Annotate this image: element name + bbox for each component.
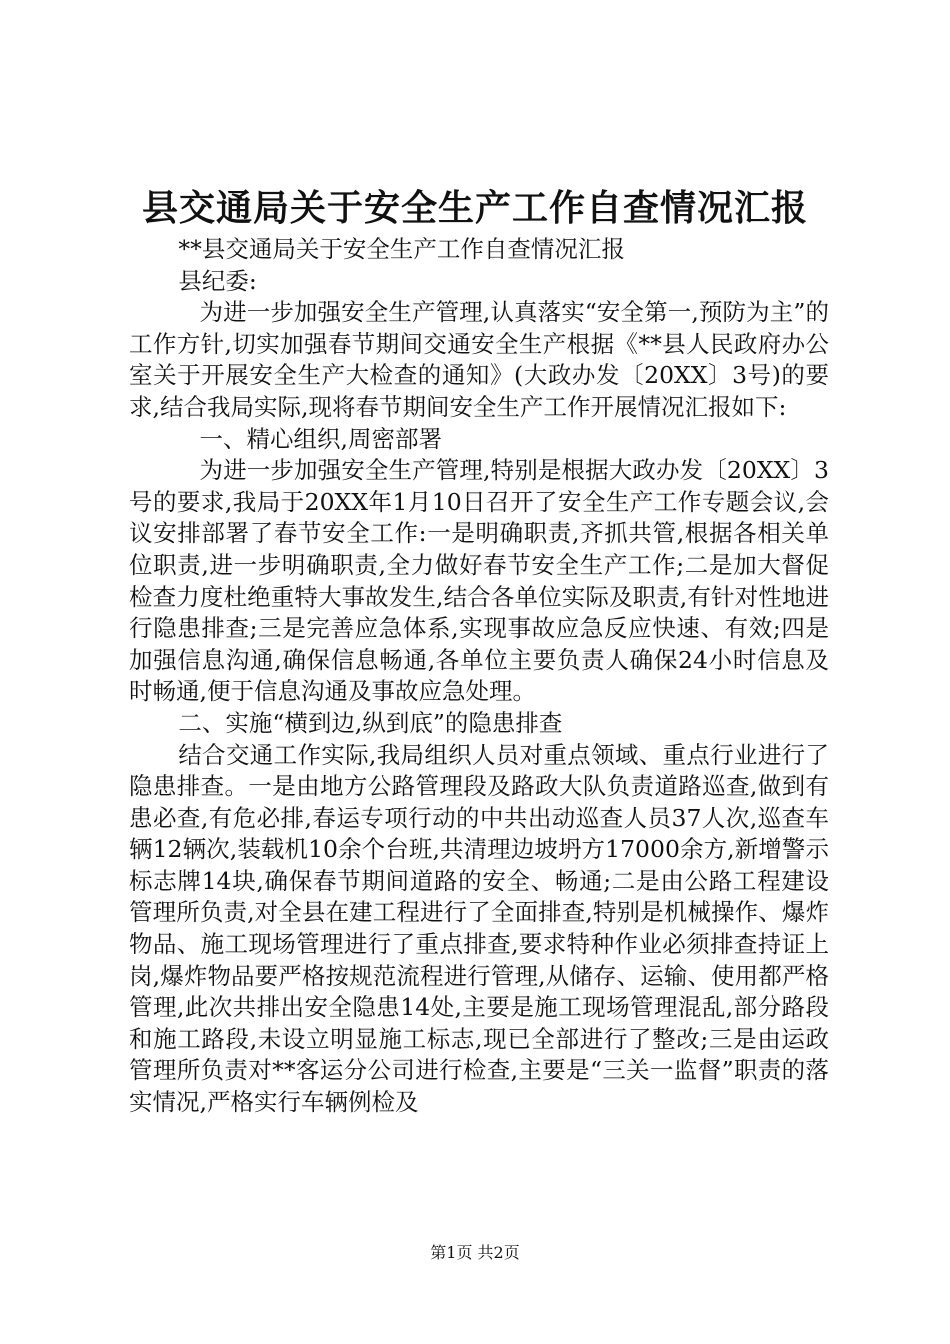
page-number-footer: 第1页 共2页	[430, 1243, 520, 1262]
paragraph-intro: 为进一步加强安全生产管理,认真落实“安全第一,预防为主”的工作方针,切实加强春节期间交通安全生产根据《**县人民政府办公室关于开展安全生产大检查的通知》(大政办发〔20XX〕3号)的要求,结合我局实际,现将春节期间安全生产工作开展情况汇报如下:	[129, 298, 829, 421]
section-heading-1: 一、精心组织,周密部署	[199, 424, 442, 453]
document-subtitle: **县交通局关于安全生产工作自查情况汇报	[178, 235, 625, 263]
document-body	[129, 234, 829, 1119]
paragraph-section-1: 为进一步加强安全生产管理,特别是根据大政办发〔20XX〕3号的要求,我局于20XX年1月10日召开了安全生产工作专题会议,会议安排部署了春节安全工作:一是明确职责,齐抓共管,根据各相关单位职责,进一步明确职责,全力做好春节安全生产工作;二是加大督促检查力度杜绝重特大事故发生,结合各单位实际及职责,有针对性地进行隐患排查;三是完善应急体系,实现事故应急反应快速、有效;四是加强信息沟通,确保信息畅通,各单位主要负责人确保24小时信息及时畅通,便于信息沟通及事故应急处理。	[129, 456, 829, 706]
paragraph-section-2: 结合交通工作实际,我局组织人员对重点领域、重点行业进行了隐患排查。一是由地方公路管理段及路政大队负责道路巡查,做到有患必查,有危必排,春运专项行动的中共出动巡查人员37人次,巡查车辆12辆次,装载机10余个台班,共清理边坡坍方17000余方,新增警示标志牌14块,确保春节期间道路的安全、畅通;二是由公路工程建设管理所负责,对全县在建工程进行了全面排查,特别是机械操作、爆炸物品、施工现场管理进行了重点排查,要求特种作业必须排查持证上岗,爆炸物品要严格按规范流程进行管理,从储存、运输、使用都严格管理,此次共排出安全隐患14处,主要是施工现场管理混乱,部分路段和施工路段,未设立明显施工标志,现已全部进行了整改;三是由运政管理所负责对**客运分公司进行检查,主要是“三关一监督”职责的落实情况,严格实行车辆例检及	[129, 740, 829, 1117]
section-heading-2: 二、实施“横到边,纵到底”的隐患排查	[178, 708, 563, 737]
salutation: 县纪委:	[178, 266, 257, 295]
document-title: 县交通局关于安全生产工作自查情况汇报	[141, 187, 808, 229]
